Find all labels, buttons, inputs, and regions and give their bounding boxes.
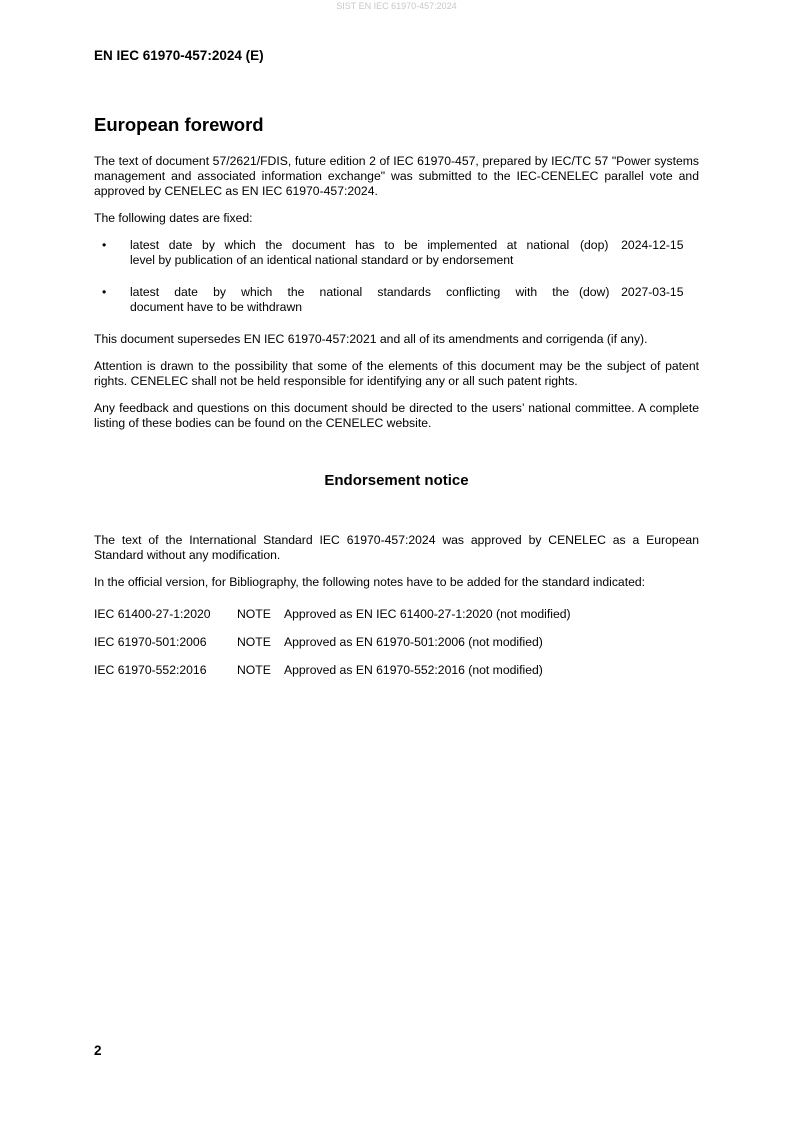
foreword-paragraph-2: This document supersedes EN IEC 61970-457:2021 and all of its amendments and corrigenda (if any). <box>94 332 648 346</box>
note-label: NOTE <box>237 607 271 621</box>
foreword-title: European foreword <box>94 114 264 135</box>
note-text: Approved as EN 61970-501:2006 (not modified) <box>284 635 543 649</box>
date-item-code: (dop) <box>579 238 609 252</box>
page-content <box>94 113 699 691</box>
date-item-dow <box>94 285 699 315</box>
note-reference: IEC 61970-501:2006 <box>94 635 207 649</box>
date-item-line-1: latest date by which the document has to be implemented at national <box>129 238 570 252</box>
date-item-dop <box>94 238 699 268</box>
bibliography-note <box>94 663 699 678</box>
date-item-line-1: latest date by which the national standards conflicting with the <box>129 285 570 299</box>
bibliography-note <box>94 635 699 650</box>
bullet-icon: • <box>102 238 107 252</box>
date-item-line-2: level by publication of an identical national standard or by endorsement <box>129 253 514 267</box>
note-reference: IEC 61970-552:2016 <box>94 663 207 677</box>
date-item-description <box>130 238 569 268</box>
note-label: NOTE <box>237 635 271 649</box>
foreword-paragraph-3: Attention is drawn to the possibility that some of the elements of this document may be the subject of patent rights. CENELEC shall not be held responsible for identifying any or all such patent rights. <box>94 359 699 388</box>
foreword-paragraph-1: The text of document 57/2621/FDIS, future edition 2 of IEC 61970-457, prepared by IEC/TC 57 "Power systems management and associated information exchange" was submitted to the IEC-CENELEC parallel vote and approved by CENELEC as EN IEC 61970-457:2024. <box>94 154 699 198</box>
date-item-date: 2027-03-15 <box>621 285 684 299</box>
note-label: NOTE <box>237 663 271 677</box>
endorsement-paragraph-1: The text of the International Standard IEC 61970-457:2024 was approved by CENELEC as a European Standard without any modification. <box>94 533 699 562</box>
date-item-description <box>130 285 569 315</box>
note-text: Approved as EN 61970-552:2016 (not modified) <box>284 663 543 677</box>
endorsement-paragraph-2: In the official version, for Bibliography, the following notes have to be added for the standard indicated: <box>94 575 646 589</box>
dates-intro: The following dates are fixed: <box>94 211 253 225</box>
date-item-line-2: document have to be withdrawn <box>129 300 303 314</box>
watermark: SIST EN IEC 61970-457:2024 <box>336 1 457 11</box>
date-item-code: (dow) <box>578 285 610 299</box>
date-item-date: 2024-12-15 <box>621 238 684 252</box>
bullet-icon: • <box>102 285 107 299</box>
note-reference: IEC 61400-27-1:2020 <box>94 607 211 621</box>
page-number: 2 <box>94 1043 102 1058</box>
endorsement-title: Endorsement notice <box>324 472 469 489</box>
document-id-header: EN IEC 61970-457:2024 (E) <box>94 48 264 63</box>
bibliography-note <box>94 607 699 622</box>
foreword-paragraph-4: Any feedback and questions on this document should be directed to the users’ national committee. A complete listing of these bodies can be found on the CENELEC website. <box>94 401 699 430</box>
note-text: Approved as EN IEC 61400-27-1:2020 (not modified) <box>284 607 571 621</box>
